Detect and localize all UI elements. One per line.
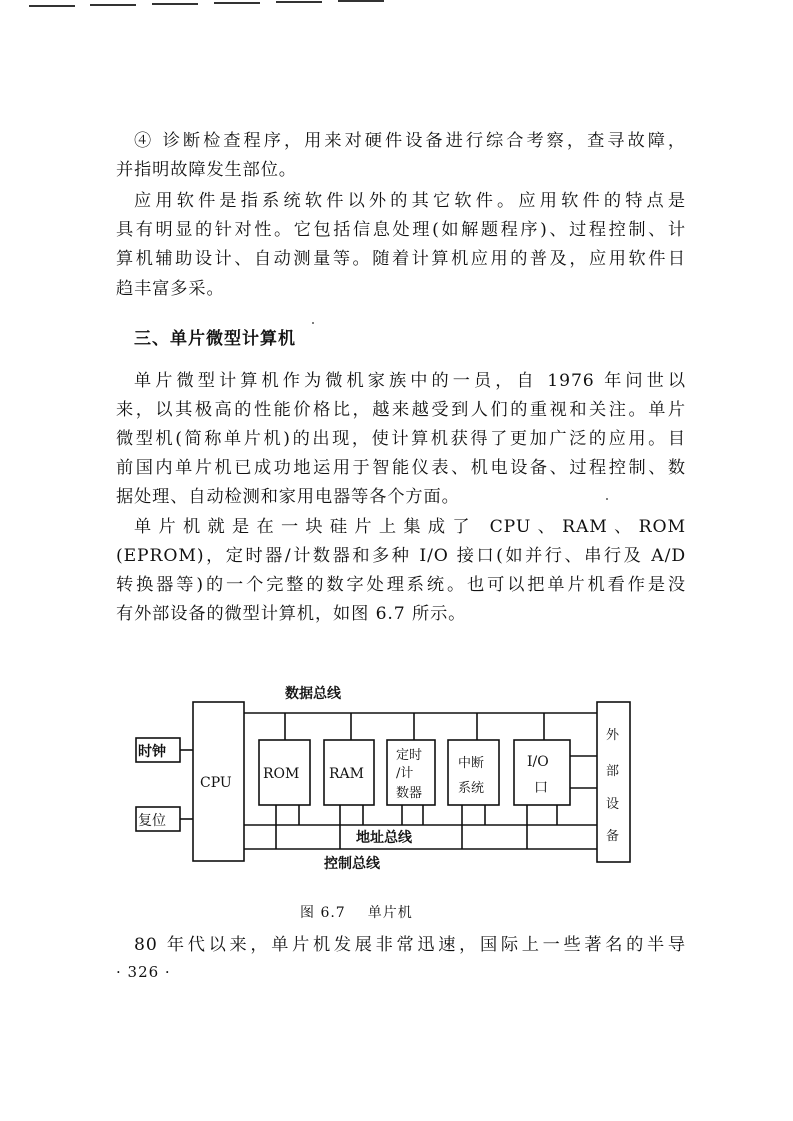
external-label: 外	[606, 728, 620, 743]
text-line: ④ 诊断检查程序，用来对硬件设备进行综合考察，查寻故障，	[134, 131, 686, 151]
address-bus-label: 地址总线	[356, 830, 412, 846]
single-chip-block-diagram	[120, 672, 640, 872]
text-line: 具有明显的针对性。它包括信息处理(如解题程序)、过程控制、计	[116, 220, 686, 240]
clock-label: 时钟	[138, 744, 166, 760]
text-line: 80 年代以来，单片机发展非常迅速，国际上一些著名的半导	[134, 935, 686, 955]
top-rule	[338, 0, 384, 2]
scan-speck	[312, 322, 314, 324]
section-heading: 三、单片微型计算机	[134, 329, 296, 349]
interrupt-label: 系统	[458, 781, 485, 796]
text-line: 来，以其极高的性能价格比，越来越受到人们的重视和关注。单片	[116, 400, 686, 420]
text-line: 单片微型计算机作为微机家族中的一员，自 1976 年问世以	[134, 371, 686, 391]
control-bus-label: 控制总线	[324, 856, 380, 872]
figure-title: 单片机	[367, 905, 413, 921]
rom-label: ROM	[263, 766, 300, 782]
figure-number: 图 6.7	[300, 905, 346, 921]
text-line: 据处理、自动检测和家用电器等各个方面。	[116, 487, 460, 507]
figure-caption	[300, 902, 413, 922]
page-number: · 326 ·	[116, 963, 171, 981]
external-label: 备	[606, 829, 620, 844]
text-line: 并指明故障发生部位。	[116, 160, 297, 180]
top-rule	[276, 1, 322, 3]
text-line: 算机辅助设计、自动测量等。随着计算机应用的普及，应用软件日	[116, 249, 686, 269]
external-label: 设	[606, 797, 620, 812]
text-line: 有外部设备的微型计算机，如图 6.7 所示。	[116, 604, 467, 624]
timer-label: 定时	[396, 748, 423, 763]
external-label: 部	[606, 764, 620, 779]
text-line: 转换器等)的一个完整的数字处理系统。也可以把单片机看作是没	[116, 575, 686, 595]
text-line: 应用软件是指系统软件以外的其它软件。应用软件的特点是	[134, 191, 686, 211]
top-rule	[214, 2, 260, 4]
cpu-label: CPU	[200, 775, 232, 791]
io-label: I/O	[527, 754, 549, 770]
io-label: 口	[534, 780, 548, 796]
data-bus-label: 数据总线	[285, 686, 341, 702]
text-line: 微型机(简称单片机)的出现，使计算机获得了更加广泛的应用。目	[116, 429, 686, 449]
text-line: 趋丰富多采。	[116, 279, 225, 299]
timer-label: /计	[396, 766, 414, 781]
timer-label: 数器	[396, 786, 423, 801]
ram-label: RAM	[329, 766, 364, 782]
text-line: (EPROM)，定时器/计数器和多种 I/O 接口(如并行、串行及 A/D	[116, 546, 686, 566]
scan-speck	[606, 498, 608, 500]
reset-label: 复位	[138, 813, 166, 829]
top-rule	[29, 5, 75, 7]
text-line: 前国内单片机已成功地运用于智能仪表、机电设备、过程控制、数	[116, 458, 686, 478]
top-rule	[90, 4, 136, 6]
interrupt-label: 中断	[458, 756, 485, 771]
top-rule	[152, 3, 198, 5]
text-line: 单片机就是在一块硅片上集成了 CPU、RAM、ROM	[134, 517, 686, 537]
